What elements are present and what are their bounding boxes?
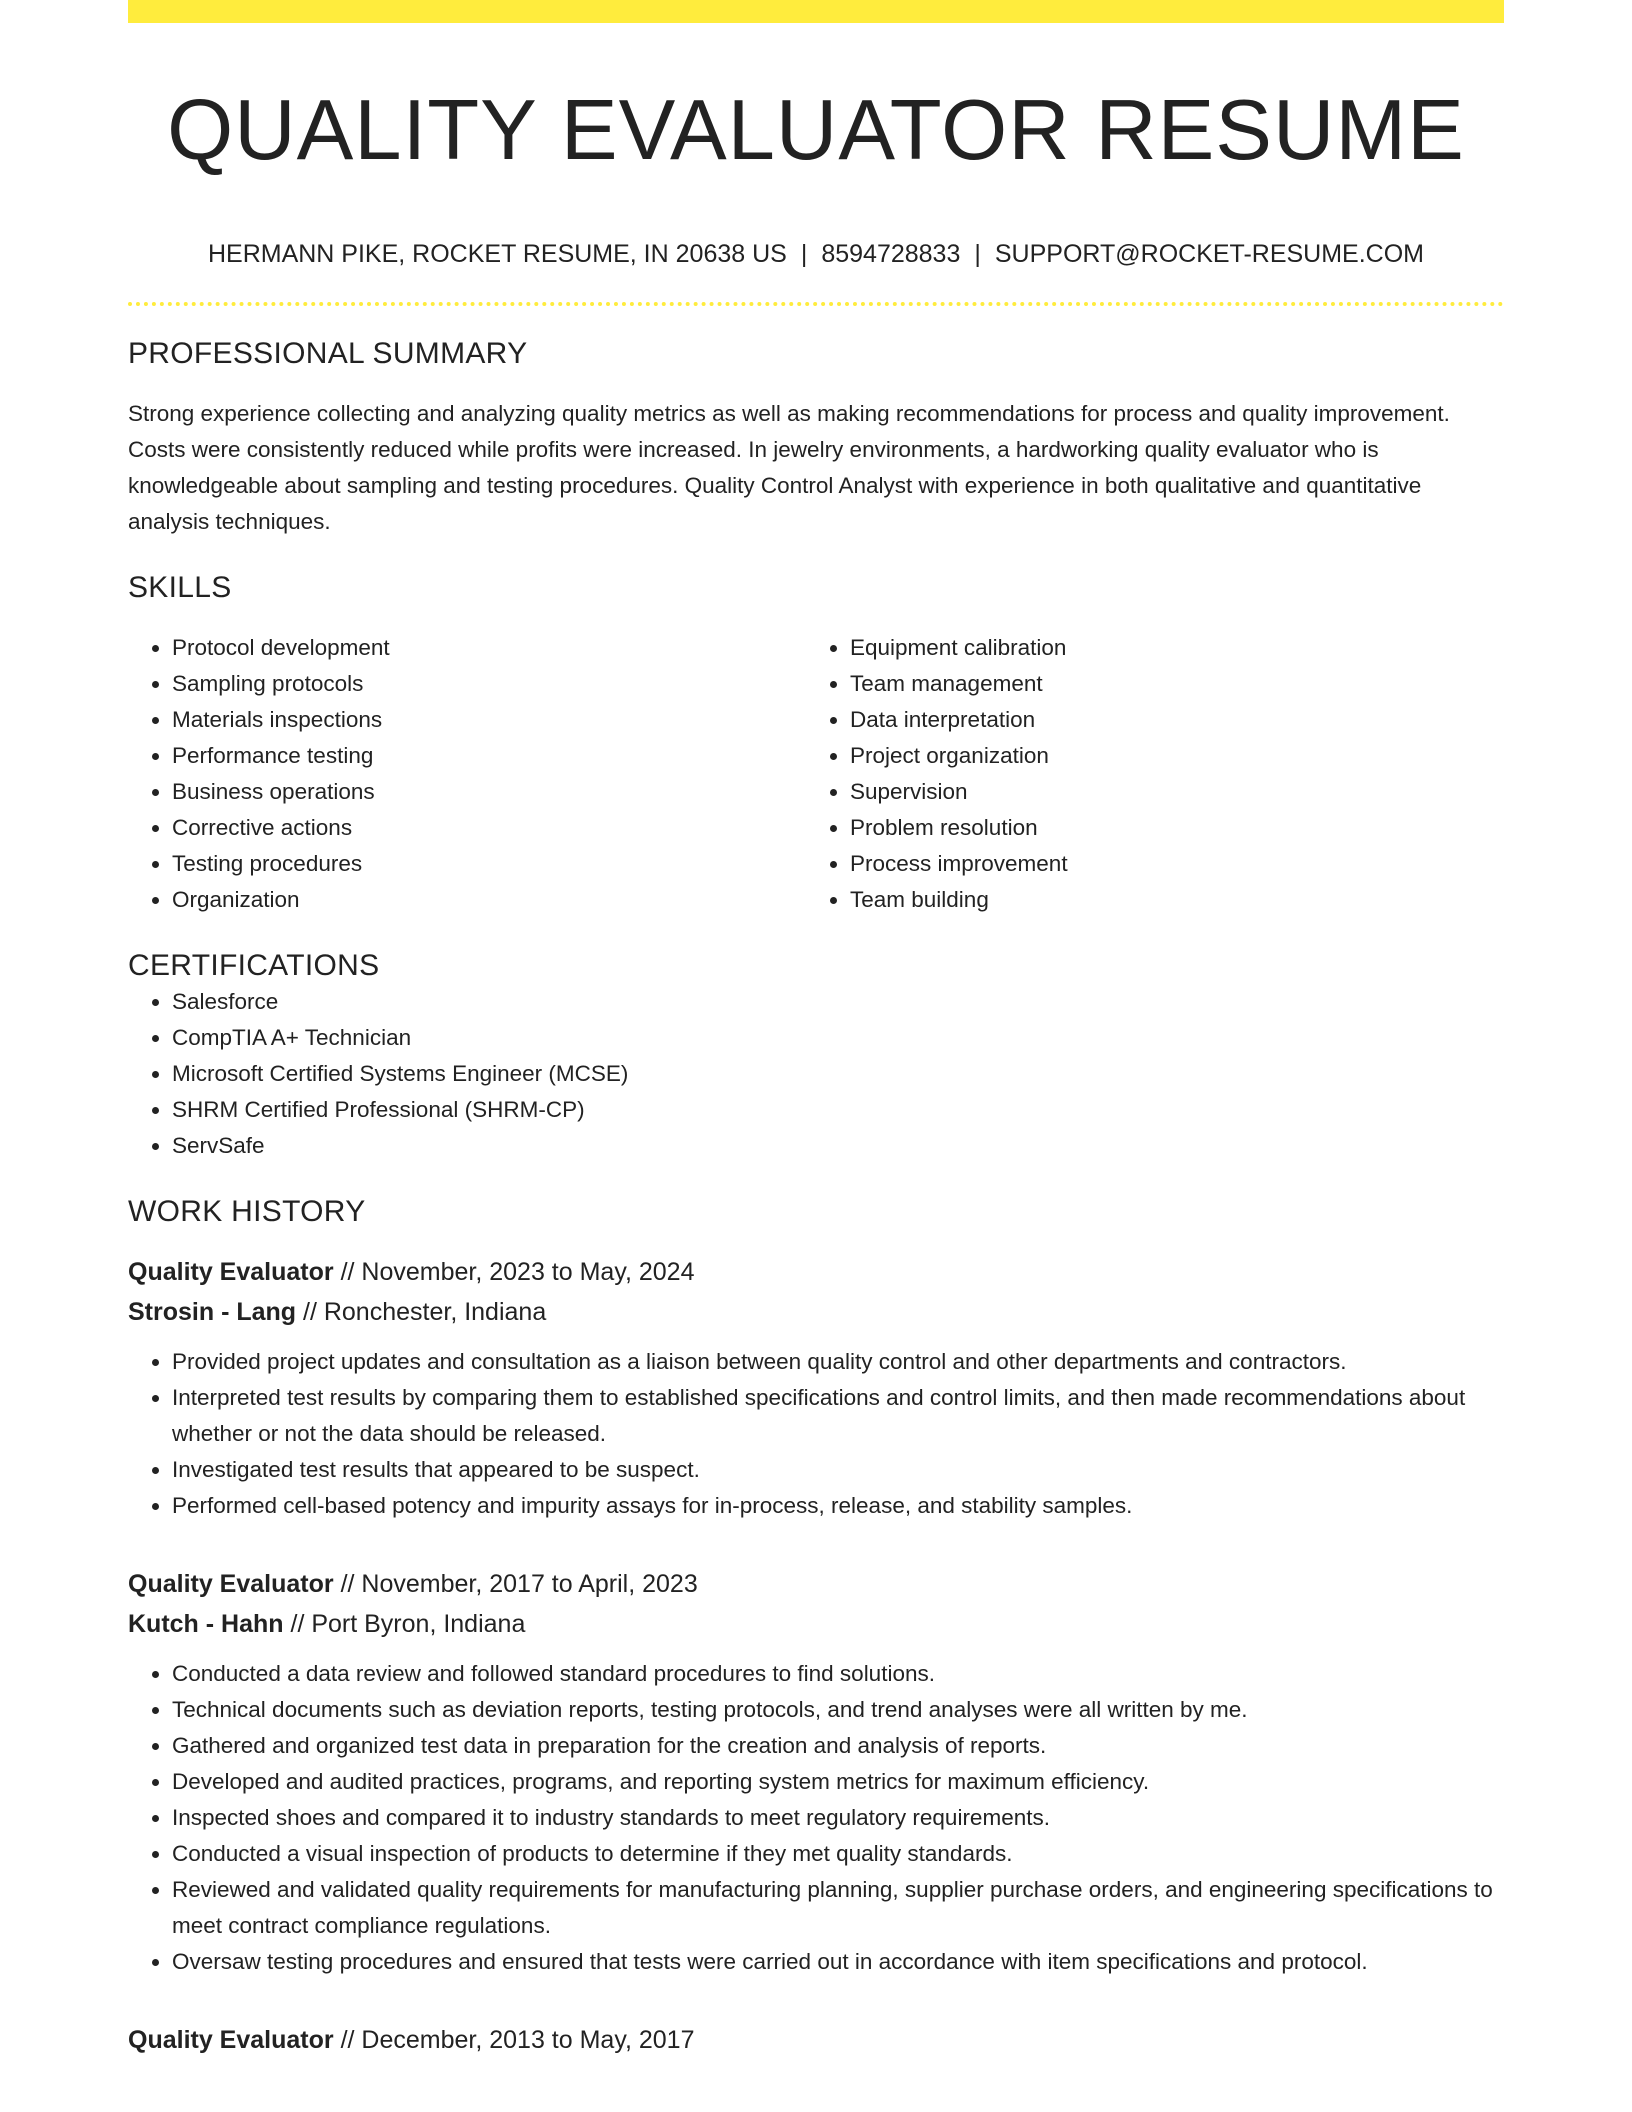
list-item: • Salesforce bbox=[172, 984, 1504, 1020]
skills-left-list bbox=[128, 630, 806, 918]
job-entry bbox=[128, 2020, 1504, 2060]
list-item: • Microsoft Certified Systems Engineer (MCSE) bbox=[172, 1056, 1504, 1092]
list-item: • Conducted a visual inspection of products to determine if they met quality standards. bbox=[172, 1836, 1504, 1872]
contact-email: SUPPORT@ROCKET-RESUME.COM bbox=[994, 240, 1425, 268]
skills-heading: SKILLS bbox=[128, 571, 232, 604]
summary-heading: PROFESSIONAL SUMMARY bbox=[128, 337, 528, 370]
job-location: // Port Byron, Indiana bbox=[290, 1610, 526, 1638]
contact-line bbox=[128, 239, 1504, 269]
list-item: • Developed and audited practices, programs, and reporting system metrics for maximum efficiency. bbox=[172, 1764, 1504, 1800]
list-item: • Reviewed and validated quality requirements for manufacturing planning, supplier purchase orders, and engineering specifications to meet contract compliance regulations. bbox=[172, 1872, 1504, 1944]
work-history-heading: WORK HISTORY bbox=[128, 1195, 366, 1228]
job-bullets bbox=[128, 1344, 1504, 1524]
list-item: • Equipment calibration bbox=[850, 630, 1484, 666]
skills-columns bbox=[128, 630, 1504, 918]
contact-separator: | bbox=[974, 240, 981, 268]
job-role: Quality Evaluator bbox=[128, 1570, 334, 1598]
list-item: • Gathered and organized test data in preparation for the creation and analysis of reports. bbox=[172, 1728, 1504, 1764]
contact-separator: | bbox=[800, 240, 808, 268]
resume-title: QUALITY EVALUATOR RESUME bbox=[167, 83, 1465, 178]
job-dates: // December, 2013 to May, 2017 bbox=[340, 2026, 695, 2054]
list-item: • Protocol development bbox=[172, 630, 806, 666]
resume-page bbox=[128, 0, 1504, 2060]
job-location: // Ronchester, Indiana bbox=[303, 1298, 547, 1326]
list-item: • Team building bbox=[850, 882, 1484, 918]
job-company-line bbox=[128, 1292, 1504, 1332]
list-item: • Sampling protocols bbox=[172, 666, 806, 702]
job-company: Kutch - Hahn bbox=[128, 1610, 284, 1638]
job-title-line bbox=[128, 1252, 1504, 1292]
list-item: • Process improvement bbox=[850, 846, 1484, 882]
list-item: • Provided project updates and consultation as a liaison between quality control and other departments and contractors. bbox=[172, 1344, 1504, 1380]
job-dates: // November, 2017 to April, 2023 bbox=[340, 1570, 698, 1598]
job-bullets bbox=[128, 1656, 1504, 1980]
certifications-heading: CERTIFICATIONS bbox=[128, 949, 380, 982]
list-item: • Performed cell-based potency and impurity assays for in-process, release, and stability samples. bbox=[172, 1488, 1504, 1524]
list-item: • Business operations bbox=[172, 774, 806, 810]
list-item: • SHRM Certified Professional (SHRM-CP) bbox=[172, 1092, 1504, 1128]
job-title-line bbox=[128, 2020, 1504, 2060]
list-item: • Performance testing bbox=[172, 738, 806, 774]
list-item: • Project organization bbox=[850, 738, 1484, 774]
list-item: • Investigated test results that appeared to be suspect. bbox=[172, 1452, 1504, 1488]
list-item: • Supervision bbox=[850, 774, 1484, 810]
job-entry bbox=[128, 1252, 1504, 1524]
list-item: • Data interpretation bbox=[850, 702, 1484, 738]
list-item: • Materials inspections bbox=[172, 702, 806, 738]
job-title-line bbox=[128, 1564, 1504, 1604]
summary-text: Strong experience collecting and analyzing quality metrics as well as making recommendations for process and quality improvement. Costs were consistently reduced while profits were increased. In jewelry environments, a hardworking quality evaluator who is knowledgeable about sampling and testing procedures. Quality Control Analyst with experience in both qualitative and quantitative analysis techniques. bbox=[128, 401, 1450, 534]
job-company-line bbox=[128, 1604, 1504, 1644]
list-item: • Corrective actions bbox=[172, 810, 806, 846]
list-item: • Testing procedures bbox=[172, 846, 806, 882]
list-item: • ServSafe bbox=[172, 1128, 1504, 1164]
top-accent-bar bbox=[128, 0, 1504, 23]
list-item: • Inspected shoes and compared it to industry standards to meet regulatory requirements. bbox=[172, 1800, 1504, 1836]
job-entry bbox=[128, 1564, 1504, 1980]
job-dates: // November, 2023 to May, 2024 bbox=[340, 1258, 695, 1286]
list-item: • Oversaw testing procedures and ensured that tests were carried out in accordance with item specifications and protocol. bbox=[172, 1944, 1504, 1980]
job-company: Strosin - Lang bbox=[128, 1298, 297, 1326]
certifications-list bbox=[128, 984, 1504, 1164]
skills-right-list bbox=[806, 630, 1484, 918]
list-item: • Problem resolution bbox=[850, 810, 1484, 846]
list-item: • Team management bbox=[850, 666, 1484, 702]
contact-phone: 8594728833 bbox=[821, 240, 961, 268]
list-item: • Interpreted test results by comparing them to established specifications and control limits, and then made recommendations about whether or not the data should be released. bbox=[172, 1380, 1504, 1452]
list-item: • CompTIA A+ Technician bbox=[172, 1020, 1504, 1056]
job-role: Quality Evaluator bbox=[128, 1258, 334, 1286]
list-item: • Technical documents such as deviation reports, testing protocols, and trend analyses were all written by me. bbox=[172, 1692, 1504, 1728]
list-item: • Conducted a data review and followed standard procedures to find solutions. bbox=[172, 1656, 1504, 1692]
dotted-divider bbox=[128, 302, 1504, 306]
list-item: • Organization bbox=[172, 882, 806, 918]
contact-address: HERMANN PIKE, ROCKET RESUME, IN 20638 US bbox=[207, 240, 787, 268]
job-role: Quality Evaluator bbox=[128, 2026, 334, 2054]
work-history-list bbox=[128, 1252, 1504, 2060]
